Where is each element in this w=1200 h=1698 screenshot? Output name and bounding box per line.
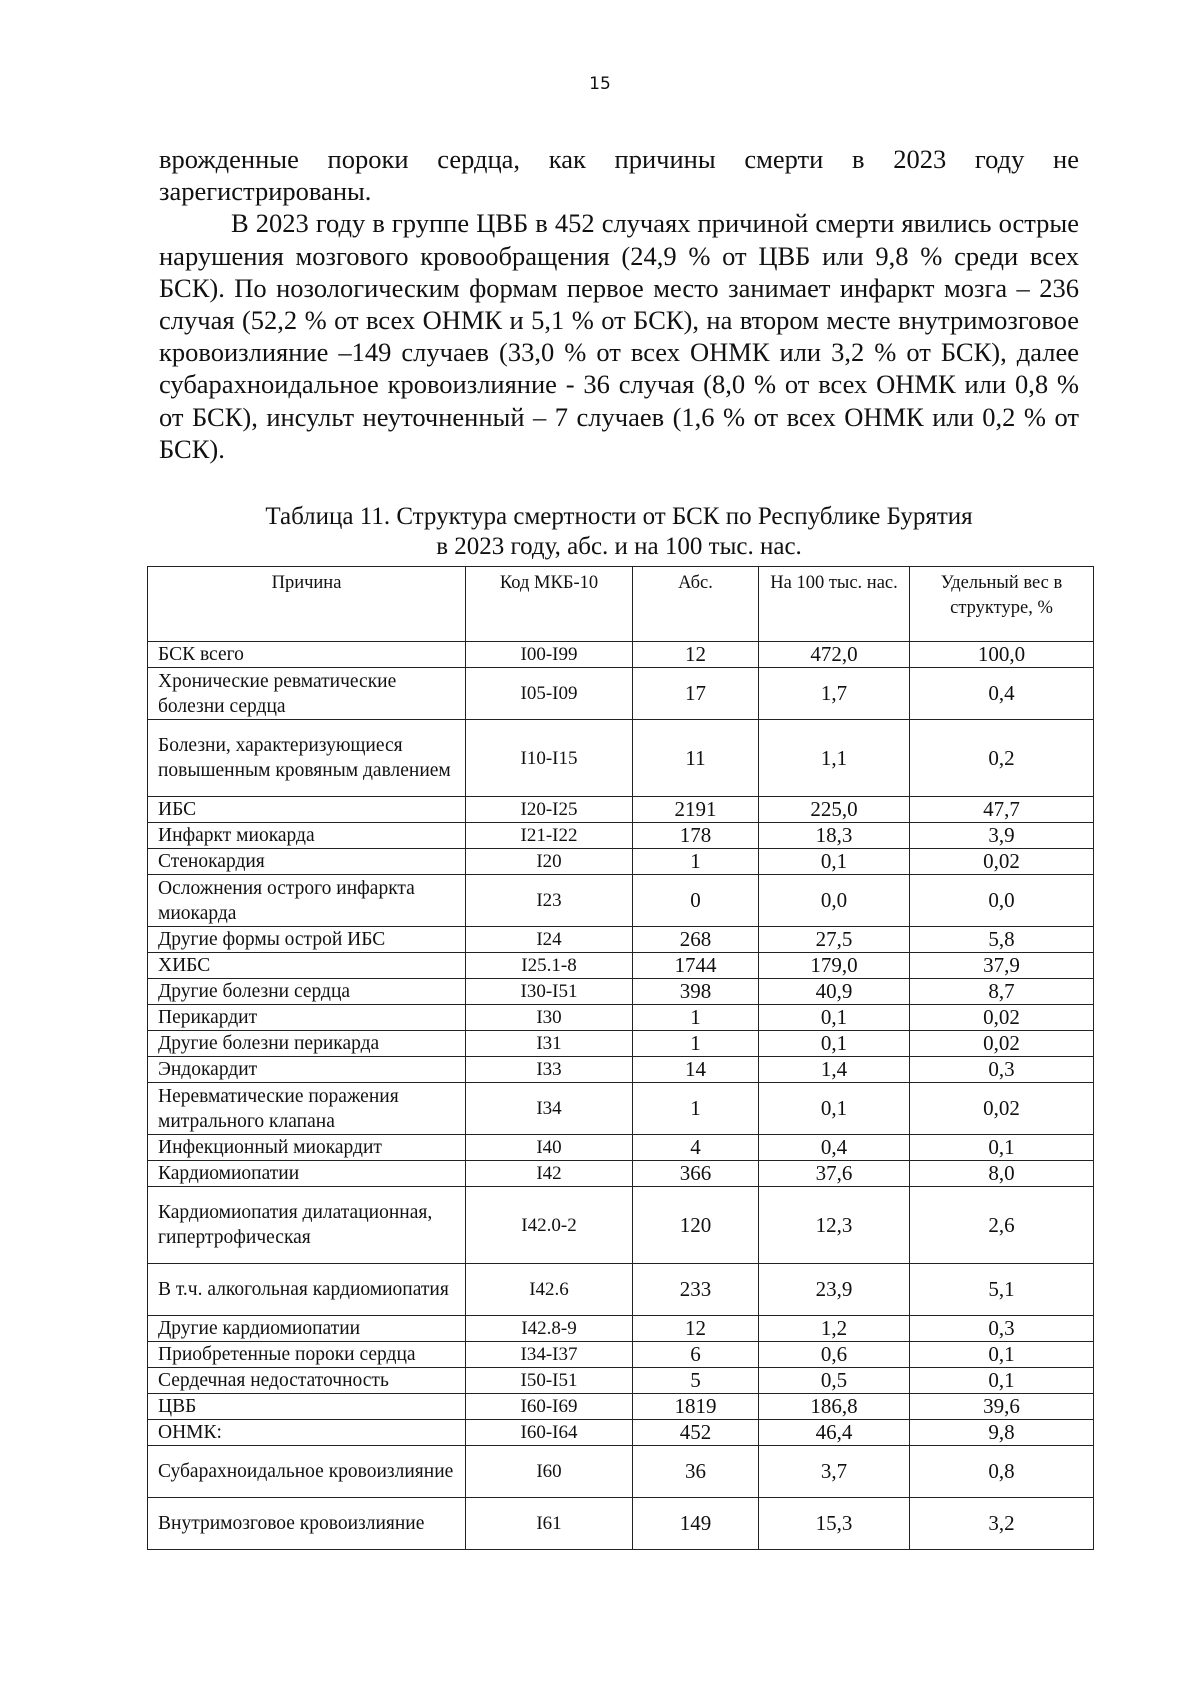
cell-share: 0,02 [910, 849, 1094, 875]
cell-per-100k: 186,8 [759, 1394, 910, 1420]
cell-per-100k: 37,6 [759, 1161, 910, 1187]
cell-icd-code: I00-I99 [466, 642, 633, 668]
cell-icd-code: I20-I25 [466, 797, 633, 823]
cell-per-100k: 0,4 [759, 1135, 910, 1161]
cell-icd-code: I42.6 [466, 1264, 633, 1316]
cell-cause: БСК всего [148, 642, 466, 668]
cell-absolute: 120 [633, 1187, 759, 1264]
paragraph-continued: врожденные пороки сердца, как причины смерти в 2023 году не зарегистрированы. [159, 144, 1079, 207]
cell-share: 0,4 [910, 668, 1094, 720]
cell-cause: Перикардит [148, 1005, 466, 1031]
cell-absolute: 6 [633, 1342, 759, 1368]
table-row [148, 1368, 1094, 1394]
table-row [148, 642, 1094, 668]
cell-cause: Болезни, характеризующиеся повышенным кровяным давлением [148, 720, 466, 797]
cell-cause: Другие кардиомиопатии [148, 1316, 466, 1342]
table-body [148, 642, 1094, 1550]
body-text [159, 143, 1079, 465]
cell-absolute: 11 [633, 720, 759, 797]
table-row [148, 1135, 1094, 1161]
mortality-structure-table [147, 566, 1094, 1550]
cell-per-100k: 179,0 [759, 953, 910, 979]
table-row [148, 849, 1094, 875]
cell-per-100k: 472,0 [759, 642, 910, 668]
cell-cause: Инфаркт миокарда [148, 823, 466, 849]
cell-cause: Хронические ревматические болезни сердца [148, 668, 466, 720]
cell-absolute: 17 [633, 668, 759, 720]
page-number: 15 [589, 74, 611, 94]
table-row [148, 1394, 1094, 1420]
table-row [148, 953, 1094, 979]
header-per-100k: На 100 тыс. нас. [759, 567, 910, 642]
cell-icd-code: I60 [466, 1446, 633, 1498]
cell-share: 8,0 [910, 1161, 1094, 1187]
table-row [148, 1057, 1094, 1083]
cell-per-100k: 27,5 [759, 927, 910, 953]
cell-share: 100,0 [910, 642, 1094, 668]
cell-per-100k: 40,9 [759, 979, 910, 1005]
cell-share: 0,02 [910, 1083, 1094, 1135]
cell-absolute: 178 [633, 823, 759, 849]
table-row [148, 1187, 1094, 1264]
cell-cause: Другие болезни сердца [148, 979, 466, 1005]
table-row [148, 1342, 1094, 1368]
cell-absolute: 12 [633, 1316, 759, 1342]
cell-absolute: 12 [633, 642, 759, 668]
table-row [148, 875, 1094, 927]
cell-cause: Эндокардит [148, 1057, 466, 1083]
cell-icd-code: I61 [466, 1498, 633, 1550]
cell-share: 0,8 [910, 1446, 1094, 1498]
cell-absolute: 1 [633, 1005, 759, 1031]
cell-absolute: 5 [633, 1368, 759, 1394]
cell-cause: Другие болезни перикарда [148, 1031, 466, 1057]
header-icd-code: Код МКБ-10 [466, 567, 633, 642]
table-row [148, 1498, 1094, 1550]
cell-cause: Приобретенные пороки сердца [148, 1342, 466, 1368]
cell-cause: ХИБС [148, 953, 466, 979]
cell-absolute: 268 [633, 927, 759, 953]
table-header-row [148, 567, 1094, 642]
cell-cause: Инфекционный миокардит [148, 1135, 466, 1161]
cell-cause: Кардиомиопатии [148, 1161, 466, 1187]
cell-cause: Субарахноидальное кровоизлияние [148, 1446, 466, 1498]
cell-cause: Неревматические поражения митрального клапана [148, 1083, 466, 1135]
cell-icd-code: I31 [466, 1031, 633, 1057]
cell-absolute: 1819 [633, 1394, 759, 1420]
cell-per-100k: 0,1 [759, 849, 910, 875]
cell-cause: Внутримозговое кровоизлияние [148, 1498, 466, 1550]
cell-per-100k: 1,4 [759, 1057, 910, 1083]
cell-icd-code: I60-I69 [466, 1394, 633, 1420]
table-row [148, 1031, 1094, 1057]
cell-absolute: 1 [633, 1031, 759, 1057]
cell-per-100k: 23,9 [759, 1264, 910, 1316]
header-share: Удельный вес в структуре, % [910, 567, 1094, 642]
cell-icd-code: I50-I51 [466, 1368, 633, 1394]
cell-per-100k: 15,3 [759, 1498, 910, 1550]
cell-share: 2,6 [910, 1187, 1094, 1264]
table-row [148, 1005, 1094, 1031]
table-row [148, 720, 1094, 797]
cell-absolute: 2191 [633, 797, 759, 823]
cell-absolute: 1 [633, 1083, 759, 1135]
cell-icd-code: I30 [466, 1005, 633, 1031]
cell-per-100k: 0,1 [759, 1005, 910, 1031]
cell-icd-code: I21-I22 [466, 823, 633, 849]
cell-share: 0,1 [910, 1135, 1094, 1161]
cell-icd-code: I42.0-2 [466, 1187, 633, 1264]
cell-icd-code: I30-I51 [466, 979, 633, 1005]
cell-icd-code: I42 [466, 1161, 633, 1187]
cell-icd-code: I10-I15 [466, 720, 633, 797]
cell-absolute: 0 [633, 875, 759, 927]
cell-per-100k: 1,2 [759, 1316, 910, 1342]
cell-share: 0,1 [910, 1368, 1094, 1394]
cell-absolute: 452 [633, 1420, 759, 1446]
table-title-line-1: Таблица 11. Структура смертности от БСК по Республике Бурятия [265, 503, 973, 530]
cell-share: 0,1 [910, 1342, 1094, 1368]
cell-cause: Стенокардия [148, 849, 466, 875]
cell-absolute: 366 [633, 1161, 759, 1187]
cell-icd-code: I20 [466, 849, 633, 875]
table-row [148, 1316, 1094, 1342]
cell-per-100k: 3,7 [759, 1446, 910, 1498]
cell-share: 0,2 [910, 720, 1094, 797]
cell-per-100k: 18,3 [759, 823, 910, 849]
cell-share: 3,2 [910, 1498, 1094, 1550]
cell-share: 0,02 [910, 1005, 1094, 1031]
cell-cause: ИБС [148, 797, 466, 823]
cell-per-100k: 0,1 [759, 1031, 910, 1057]
cell-per-100k: 0,6 [759, 1342, 910, 1368]
header-absolute: Абс. [633, 567, 759, 642]
cell-icd-code: I05-I09 [466, 668, 633, 720]
table-row [148, 1264, 1094, 1316]
cell-share: 5,8 [910, 927, 1094, 953]
cell-absolute: 4 [633, 1135, 759, 1161]
table-title-line-2: в 2023 году, абс. и на 100 тыс. нас. [436, 533, 802, 560]
cell-absolute: 36 [633, 1446, 759, 1498]
header-cause: Причина [148, 567, 466, 642]
table-row [148, 927, 1094, 953]
table-title [159, 502, 1079, 562]
cell-per-100k: 0,5 [759, 1368, 910, 1394]
cell-share: 47,7 [910, 797, 1094, 823]
cell-icd-code: I23 [466, 875, 633, 927]
cell-cause: В т.ч. алкогольная кардиомиопатия [148, 1264, 466, 1316]
cell-icd-code: I40 [466, 1135, 633, 1161]
cell-per-100k: 1,7 [759, 668, 910, 720]
cell-cause: Другие формы острой ИБС [148, 927, 466, 953]
table-row [148, 797, 1094, 823]
table-row [148, 979, 1094, 1005]
cell-share: 3,9 [910, 823, 1094, 849]
cell-cause: Осложнения острого инфаркта миокарда [148, 875, 466, 927]
cell-per-100k: 0,1 [759, 1083, 910, 1135]
cell-share: 37,9 [910, 953, 1094, 979]
cell-share: 5,1 [910, 1264, 1094, 1316]
cell-cause: Сердечная недостаточность [148, 1368, 466, 1394]
cell-icd-code: I34 [466, 1083, 633, 1135]
table-row [148, 1161, 1094, 1187]
table-row [148, 1446, 1094, 1498]
cell-icd-code: I33 [466, 1057, 633, 1083]
cell-cause: Кардиомиопатия дилатационная, гипертрофическая [148, 1187, 466, 1264]
table-row [148, 823, 1094, 849]
cell-cause: ЦВБ [148, 1394, 466, 1420]
cell-share: 0,02 [910, 1031, 1094, 1057]
cell-icd-code: I60-I64 [466, 1420, 633, 1446]
table-row [148, 1083, 1094, 1135]
cell-icd-code: I34-I37 [466, 1342, 633, 1368]
cell-absolute: 398 [633, 979, 759, 1005]
cell-share: 39,6 [910, 1394, 1094, 1420]
cell-absolute: 1744 [633, 953, 759, 979]
cell-per-100k: 1,1 [759, 720, 910, 797]
cell-per-100k: 225,0 [759, 797, 910, 823]
cell-per-100k: 46,4 [759, 1420, 910, 1446]
cell-absolute: 1 [633, 849, 759, 875]
cell-icd-code: I25.1-8 [466, 953, 633, 979]
cell-share: 0,3 [910, 1057, 1094, 1083]
cell-share: 0,3 [910, 1316, 1094, 1342]
cell-absolute: 149 [633, 1498, 759, 1550]
cell-absolute: 233 [633, 1264, 759, 1316]
cell-icd-code: I42.8-9 [466, 1316, 633, 1342]
cell-per-100k: 0,0 [759, 875, 910, 927]
cell-share: 9,8 [910, 1420, 1094, 1446]
cell-cause: ОНМК: [148, 1420, 466, 1446]
cell-icd-code: I24 [466, 927, 633, 953]
cell-per-100k: 12,3 [759, 1187, 910, 1264]
paragraph-onmk: В 2023 году в группе ЦВБ в 452 случаях причиной смерти явились острые нарушения мозгового кровообращения (24,9 % от ЦВБ или 9,8 % среди всех БСК). По нозологическим формам первое место занимает инфаркт мозга – 236 случая (52,2 % от всех ОНМК и 5,1 % от БСК), на втором месте внутримозговое кровоизлияние –149 случаев (33,0 % от всех ОНМК или 3,2 % от БСК), далее субарахноидальное кровоизлияние - 36 случая (8,0 % от всех ОНМК или 0,8 % от БСК), инсульт неуточненный – 7 случаев (1,6 % от всех ОНМК или 0,2 % от БСК). [159, 208, 1079, 464]
table-row [148, 1420, 1094, 1446]
cell-share: 8,7 [910, 979, 1094, 1005]
table-row [148, 668, 1094, 720]
cell-share: 0,0 [910, 875, 1094, 927]
cell-absolute: 14 [633, 1057, 759, 1083]
